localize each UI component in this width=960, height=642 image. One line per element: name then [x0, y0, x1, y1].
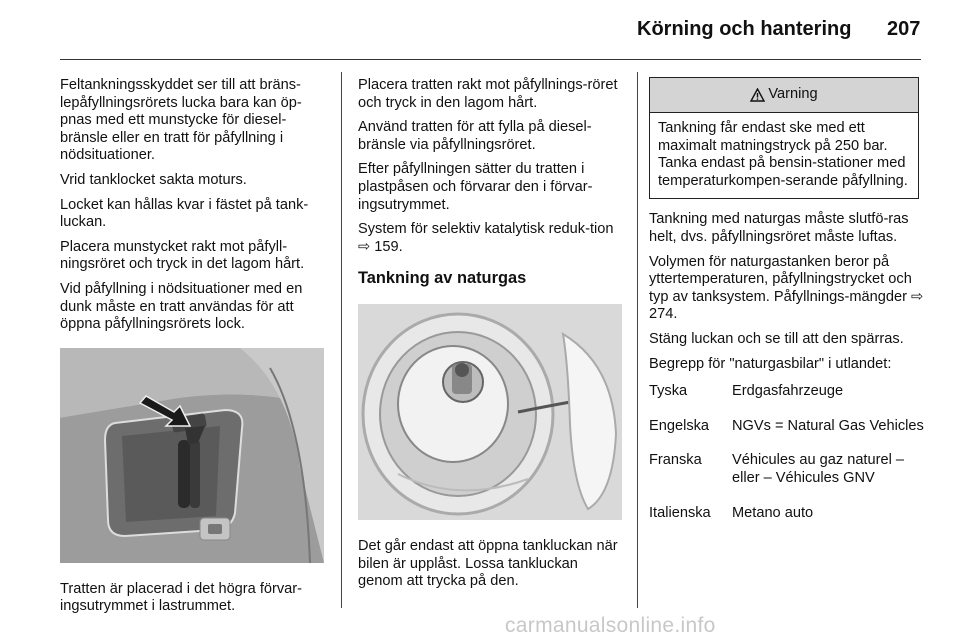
term-language: Franska	[649, 452, 702, 469]
column-2	[358, 77, 624, 598]
paragraph: Tankning med naturgas måste slutfö-ras helt, dvs. påfyllningsröret måste luftas.	[649, 211, 909, 245]
paragraph: Locket kan hållas kvar i fästet på tank-luckan.	[60, 196, 309, 231]
paragraph: Vrid tanklocket sakta moturs.	[60, 171, 247, 188]
page-ref: 274.	[649, 306, 678, 323]
paragraph: Begrepp för "naturgasbilar" i utlandet:	[649, 355, 892, 372]
paragraph-text: Volymen för naturgastanken beror på yttertemperaturen, påfyllningstrycket och typ av tanksystem. Påfyllnings-mängder	[649, 253, 912, 305]
term-value: Véhicules au gaz naturel – eller – Véhicules GNV	[732, 452, 904, 486]
column-divider-2	[637, 72, 638, 608]
term-value: Erdgasfahrzeuge	[732, 383, 844, 400]
fuel-filler-photo	[358, 304, 622, 520]
warning-title: Varning	[768, 86, 818, 103]
warning-icon	[750, 88, 765, 102]
term-language: Italienska	[649, 504, 711, 521]
watermark: carmanualsonline.info	[505, 614, 716, 637]
warning-header	[650, 78, 918, 113]
paragraph-text: System för selektiv katalytisk reduk-tion	[358, 221, 614, 238]
paragraph: Stäng luckan och se till att den spärras.	[649, 330, 904, 347]
paragraph: Det går endast att öppna tankluckan när bilen är upplåst. Lossa tankluckan genom att trycka på den.	[358, 537, 618, 590]
table-row	[649, 383, 925, 401]
table-row	[649, 505, 925, 523]
terms-table	[649, 383, 925, 522]
table-row	[649, 452, 925, 487]
page-ref-icon: ⇨	[358, 238, 371, 255]
page-ref-icon: ⇨	[911, 288, 924, 305]
column-1	[60, 77, 326, 623]
paragraph: Vid påfyllning i nödsituationer med en dunk måste en tratt användas för att öppna påfyllningsrörets lock.	[60, 280, 303, 333]
page-header	[0, 0, 960, 60]
warning-box	[649, 77, 919, 199]
term-value: NGVs = Natural Gas Vehicles	[732, 417, 924, 434]
paragraph	[358, 221, 624, 256]
column-3	[649, 77, 925, 539]
paragraph: Placera munstycket rakt mot påfyll-ningsröret och tryck in det lagom hårt.	[60, 238, 305, 273]
warning-text: Tankning får endast ske med ett maximalt matningstryck på 250 bar. Tanka endast på bensin-stationer med temperaturkompen-serande påfyllning.	[658, 120, 908, 189]
term-language: Engelska	[649, 417, 710, 434]
page-number: 207	[887, 18, 921, 40]
paragraph: Använd tratten för att fylla på diesel-bränsle via påfyllningsröret.	[358, 119, 592, 153]
paragraph: Efter påfyllningen sätter du tratten i plastpåsen och förvarar den i förvar-ingsutrymmet.	[358, 161, 593, 213]
term-language: Tyska	[649, 383, 688, 400]
cargo-compartment-photo	[60, 348, 324, 563]
paragraph	[649, 254, 925, 324]
table-row	[649, 418, 925, 436]
chapter-title: Körning och hantering	[637, 18, 852, 40]
header-rule	[60, 59, 921, 60]
paragraph: Placera tratten rakt mot påfyllnings-röret och tryck in den lagom hårt.	[358, 77, 618, 111]
term-value: Metano auto	[732, 504, 814, 521]
image-caption: Tratten är placerad i det högra förvar-ingsutrymmet i lastrummet.	[60, 580, 302, 615]
page-ref: 159.	[374, 238, 403, 255]
paragraph: Feltankningsskyddet ser till att bräns-lepåfyllningsrörets lucka bara kan öp-pnas med ett munstycke för diesel-bränsle eller en tratt för påfyllning i nödsituationer.	[60, 77, 302, 164]
column-divider-1	[341, 72, 342, 608]
section-title: Tankning av naturgas	[358, 269, 527, 288]
